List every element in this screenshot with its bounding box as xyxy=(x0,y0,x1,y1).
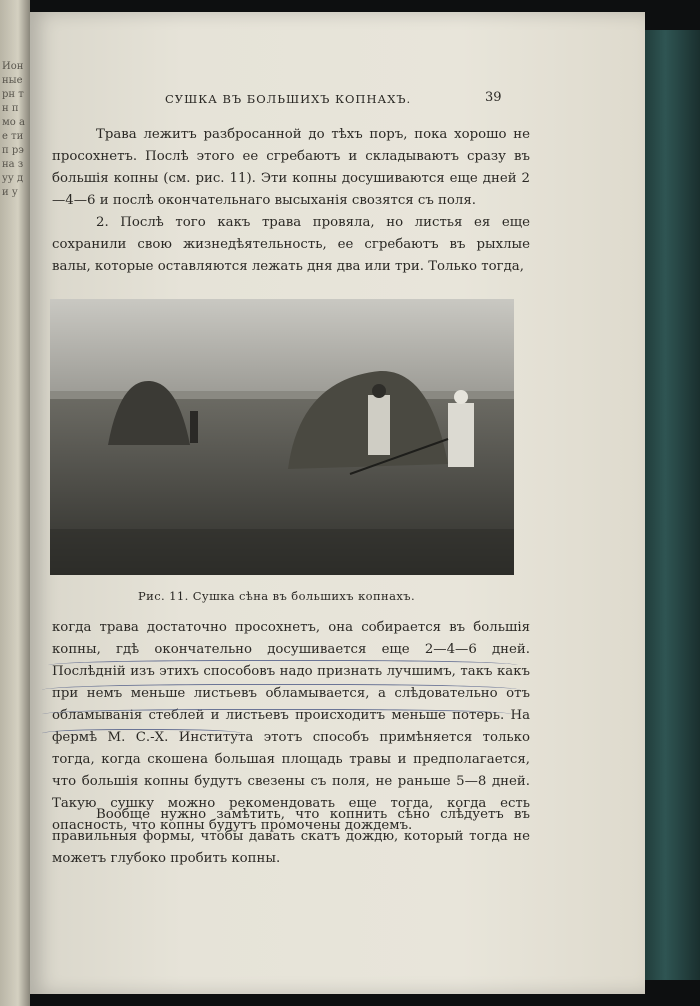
haystack-photo xyxy=(50,299,514,575)
paragraph-4: Вообще нужно замѣтить, что копнить сѣно слѣдуетъ въ правильныя формы, чтобы давать скатъ дождю, который тогда не можетъ глубоко пробить копны. xyxy=(52,807,530,866)
page-number: 39 xyxy=(485,90,502,105)
figure-caption: Рис. 11. Сушка сѣна въ большихъ копнахъ. xyxy=(138,589,416,603)
pen-underline-mark xyxy=(42,684,520,699)
book-cover-edge xyxy=(642,30,700,980)
paragraph-2: 2. Послѣ того какъ трава провяла, но листья ея еще сохранили свою жизнедѣятельность, ее сгребаютъ въ рыхлые валы, которые оставляются лежать дня два или три. Только тогда, xyxy=(52,215,530,274)
adjacent-page-text: Ионные рн тн пмо ае тип рэна зуу ди у xyxy=(2,61,25,198)
haystack-photo-illustration xyxy=(50,299,514,575)
paragraph-1: Трава лежитъ разбросанной до тѣхъ поръ, пока хорошо не просохнетъ. Послѣ этого ее сгребаютъ и складываютъ сразу въ большія копны (см. рис. 11). Эти копны досушиваются еще дней 2—4—6 и послѣ окончательнаго высыханія свозятся съ поля. xyxy=(52,127,530,208)
pen-underline-mark xyxy=(42,729,242,740)
adjacent-page-edge xyxy=(0,0,30,1006)
book-page xyxy=(30,12,645,994)
paragraph-3: когда трава достаточно просохнетъ, она собирается въ большія копны, гдѣ окончательно досушивается еще 2—4—6 дней. Послѣдній изъ этихъ способовъ надо признать лучшимъ, такъ какъ при немъ меньше листьевъ обламывается, а слѣдовательно отъ обламыванія стеблей и листьевъ происходитъ меньше потерь. На фермѣ М. С.-Х. Института этотъ способъ примѣняется только тогда, когда скошена большая площадь травы и предполагается, что большія копны будутъ свезены съ поля, не раньше 5—8 дней. Такую сушку можно рекомендовать еще тогда, когда есть опасность, что копны будутъ промочены дождемъ. xyxy=(52,620,530,833)
pen-underline-mark xyxy=(48,660,518,673)
running-head: СУШКА ВЪ БОЛЬШИХЪ КОПНАХЪ. xyxy=(165,92,412,106)
pen-underline-mark xyxy=(42,709,512,722)
